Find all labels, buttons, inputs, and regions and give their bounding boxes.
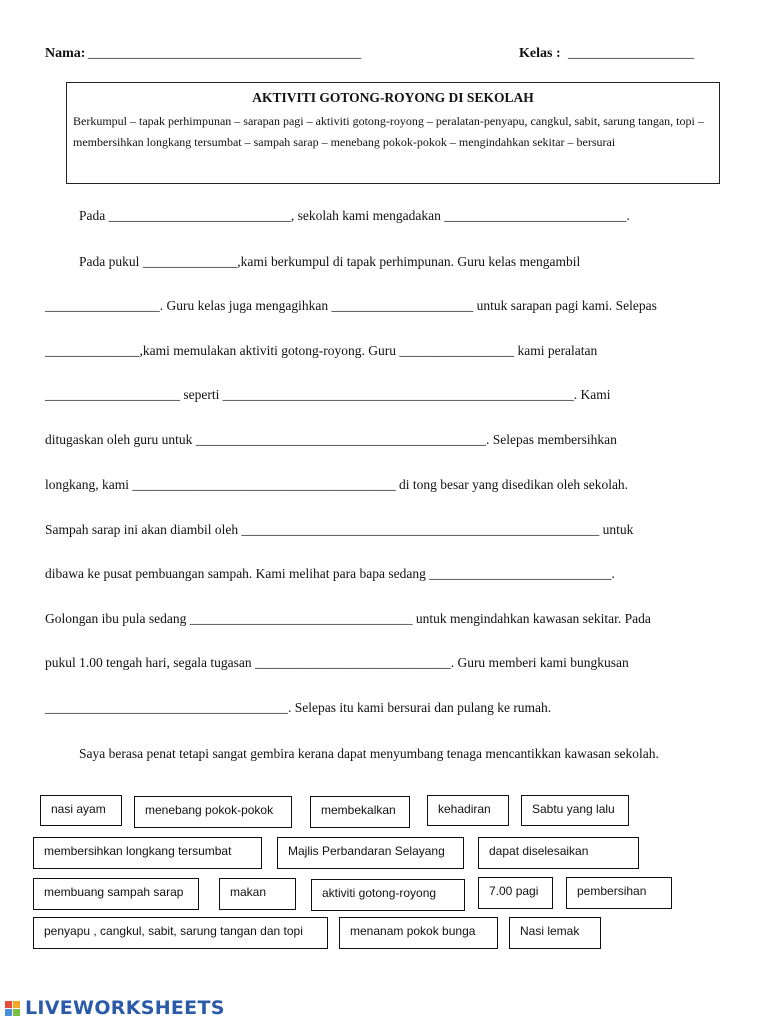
class-input-line[interactable]: __________________: [568, 46, 694, 61]
answer-chip[interactable]: dapat diselesaikan: [478, 837, 639, 869]
answer-chip[interactable]: Majlis Perbandaran Selayang: [277, 837, 464, 869]
passage-line-4: ______________,kami memulakan aktiviti gotong-royong. Guru _________________ kami peralatan: [45, 343, 598, 358]
passage-line-1: Pada ___________________________, sekolah kami mengadakan ___________________________.: [79, 208, 630, 223]
name-label: Nama:: [45, 46, 86, 61]
topic-title: AKTIVITI GOTONG-ROYONG DI SEKOLAH: [252, 90, 534, 105]
name-input-line[interactable]: _______________________________________: [88, 46, 361, 61]
answer-chip[interactable]: penyapu , cangkul, sabit, sarung tangan dan topi: [33, 917, 328, 949]
passage-line-6: ditugaskan oleh guru untuk ___________________________________________. Selepas membersihkan: [45, 432, 617, 447]
passage-line-5: ____________________ seperti ____________________________________________________. Kami: [45, 387, 611, 402]
passage-line-11: pukul 1.00 tengah hari, segala tugasan _____________________________. Guru memberi kami bungkusan: [45, 655, 629, 670]
answer-chip[interactable]: pembersihan: [566, 877, 672, 909]
answer-chip[interactable]: Sabtu yang lalu: [521, 795, 629, 826]
passage-line-9: dibawa ke pusat pembuangan sampah. Kami melihat para bapa sedang ___________________________.: [45, 566, 615, 581]
liveworksheets-brand: LIVEWORKSHEETS: [25, 997, 225, 1019]
answer-chip[interactable]: menebang pokok-pokok: [134, 796, 292, 828]
answer-chip[interactable]: makan: [219, 878, 296, 910]
topic-keywords: Berkumpul – tapak perhimpunan – sarapan pagi – aktiviti gotong-royong – peralatan-penyapu, cangkul, sabit, sarung tangan, topi – membersihkan longkang tersumbat – sampah sarap – menebang pokok-pokok – mengindahkan sekitar – bersurai: [73, 114, 704, 149]
passage-line-8: Sampah sarap ini akan diambil oleh _____________________________________________________ untuk: [45, 522, 634, 537]
passage-line-12: ____________________________________. Selepas itu kami bersurai dan pulang ke rumah.: [45, 700, 552, 715]
answer-chip[interactable]: Nasi lemak: [509, 917, 601, 949]
answer-chip[interactable]: aktiviti gotong-royong: [311, 879, 465, 911]
answer-chip[interactable]: membuang sampah sarap: [33, 878, 199, 910]
topic-box: [66, 82, 720, 184]
answer-chip[interactable]: 7.00 pagi: [478, 877, 553, 909]
answer-chip[interactable]: nasi ayam: [40, 795, 122, 826]
passage-line-7: longkang, kami _______________________________________ di tong besar yang disedikan oleh sekolah.: [45, 477, 629, 492]
answer-chip[interactable]: kehadiran: [427, 795, 509, 826]
liveworksheets-icon: [5, 1000, 23, 1018]
passage-line-3: _________________. Guru kelas juga mengagihkan _____________________ untuk sarapan pagi kami. Selepas: [45, 298, 657, 313]
answer-chip[interactable]: menanam pokok bunga: [339, 917, 498, 949]
answer-chip[interactable]: membersihkan longkang tersumbat: [33, 837, 262, 869]
passage-line-2: Pada pukul ______________,kami berkumpul di tapak perhimpunan. Guru kelas mengambil: [79, 254, 581, 269]
passage-line-10: Golongan ibu pula sedang _________________________________ untuk mengindahkan kawasan sekitar. Pada: [45, 611, 651, 626]
closing-paragraph: Saya berasa penat tetapi sangat gembira kerana dapat menyumbang tenaga mencantikkan kawasan sekolah.: [79, 746, 659, 761]
answer-chip[interactable]: membekalkan: [310, 796, 410, 828]
class-label: Kelas :: [519, 46, 561, 61]
